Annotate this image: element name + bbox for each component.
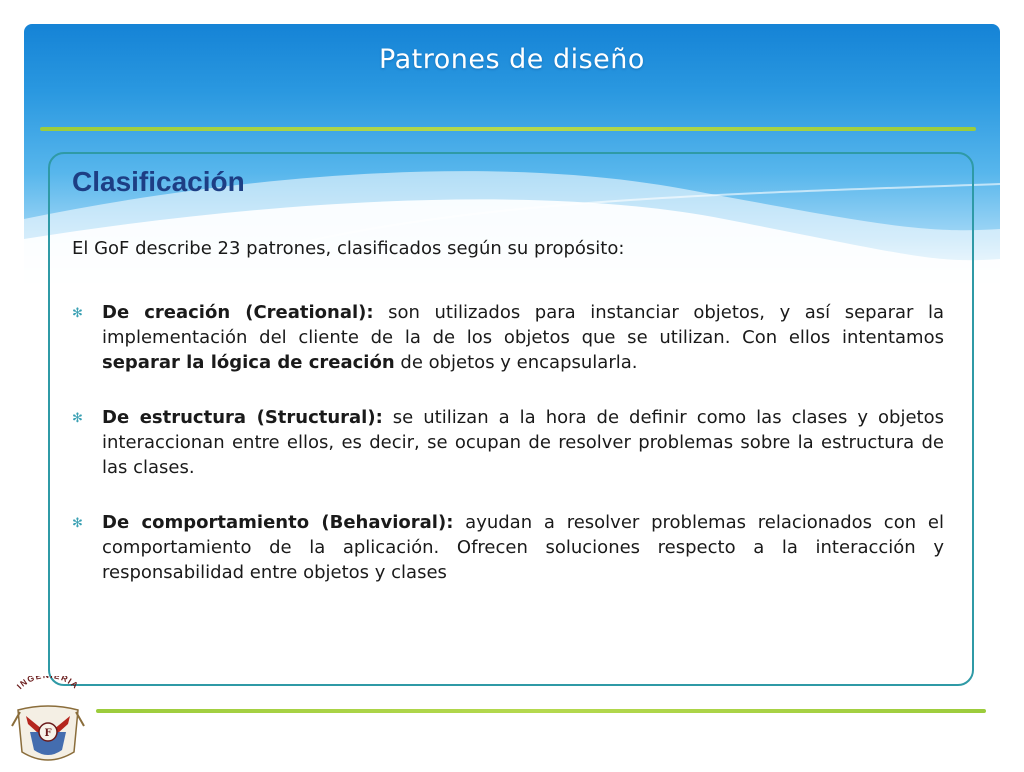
- desc-creational-a: son utilizados para instanciar objetos, y así separar la implementación del cliente de la de los objetos que se utilizan. Con ellos intentamos: [102, 302, 945, 348]
- desc-structural: se utilizan a la hora de definir como las clases y objetos interaccionan entre ellos, es decir, se ocupan de resolver problemas sobre la estructura de las clases.: [102, 407, 944, 478]
- term-structural: De estructura (Structural):: [102, 407, 383, 428]
- section-heading: Clasificación: [72, 166, 245, 197]
- asterisk-bullet-icon: ✻: [72, 306, 83, 321]
- svg-text:INGENIERIA: ING ERIA: [14, 676, 82, 692]
- asterisk-bullet-icon: ✻: [72, 516, 83, 531]
- pattern-list: [72, 300, 944, 615]
- desc-behavioral: ayudan a resolver problemas relacionados con el comportamiento de la aplicación. Ofrecen soluciones respecto a la interacción y responsabilidad entre objetos y clases: [102, 512, 944, 583]
- emphasis-creational: separar la lógica de creación: [102, 352, 395, 373]
- top-divider: [40, 127, 976, 131]
- term-creational: De creación (Creational):: [102, 302, 374, 323]
- term-behavioral: De comportamiento (Behavioral):: [102, 512, 454, 533]
- list-item-creational: [72, 300, 944, 375]
- list-item-structural: [72, 405, 944, 480]
- svg-text:F: F: [44, 728, 52, 739]
- asterisk-bullet-icon: ✻: [72, 411, 83, 426]
- slide-title: Patrones de diseño: [379, 44, 645, 75]
- faculty-crest-icon: [8, 676, 88, 768]
- bottom-divider: [96, 709, 986, 713]
- intro-text: El GoF describe 23 patrones, clasificados según su propósito:: [72, 238, 625, 259]
- list-item-behavioral: [72, 510, 944, 585]
- faculty-logo: [8, 676, 88, 768]
- desc-creational-b: de objetos y encapsularla.: [394, 352, 638, 373]
